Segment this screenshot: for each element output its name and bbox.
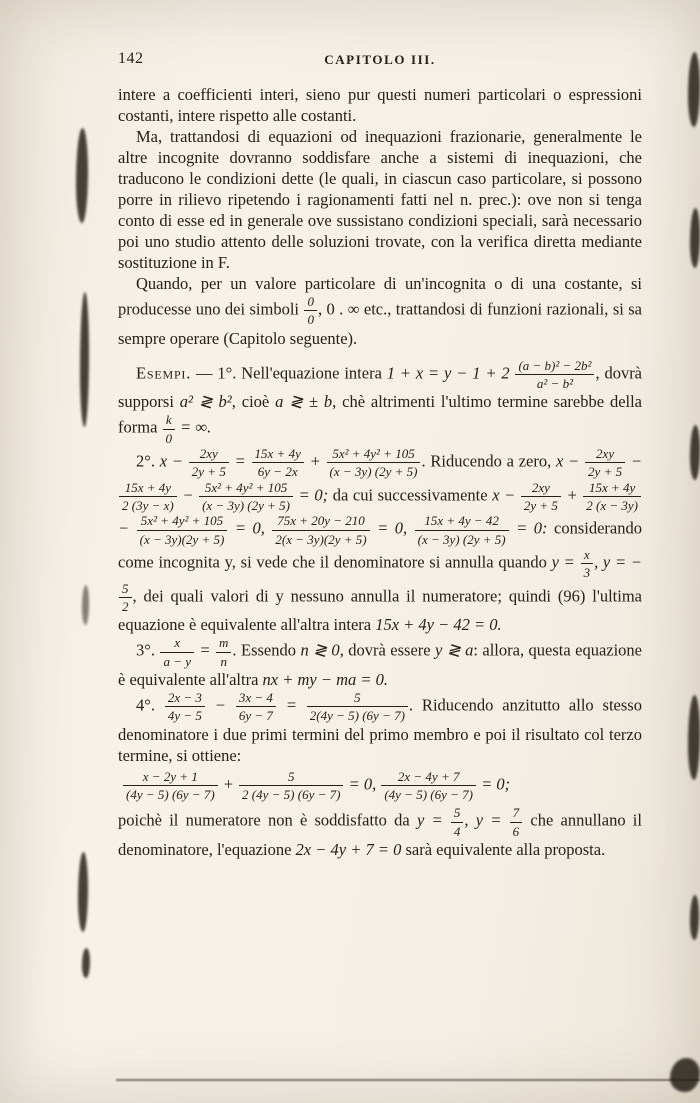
fraction	[414, 513, 510, 547]
denominator: 6	[512, 823, 520, 839]
math-run: 2x − 4y + 7 = 0	[295, 839, 402, 859]
fraction	[118, 581, 133, 615]
math-run: −	[177, 485, 199, 505]
fraction	[271, 513, 370, 547]
fraction	[450, 805, 465, 839]
math-run: = 0;	[477, 774, 511, 794]
scan-artifact	[688, 52, 700, 127]
denominator: (x − 3y) (2y + 5)	[202, 497, 290, 513]
math-run: −	[626, 451, 643, 471]
text-run: . Riducendo anzitutto allo stesso denominatore i due primi termini del primo membro e poi il risultato col terzo termine, si ottiene:	[118, 695, 642, 765]
math-run: nx + my − ma = 0.	[262, 669, 389, 689]
math-run: x −	[159, 451, 188, 471]
numerator: 2x − 3	[165, 690, 205, 707]
math-run: +	[561, 485, 583, 505]
fraction	[520, 480, 562, 514]
scan-artifact	[690, 425, 700, 480]
numerator: 2xy	[521, 480, 561, 497]
numerator: 0	[304, 294, 317, 311]
text-run: Quando, per un valore particolare di un'incognita o di una costante, si producesse uno dei simboli	[118, 274, 642, 319]
numerator: x	[160, 635, 194, 652]
fraction	[162, 412, 177, 446]
paragraph-continuation: intere a coefficienti interi, sieno pur questi numeri particolari o espressioni costanti, intere rispetto alle costanti.	[118, 85, 642, 125]
scan-artifact	[78, 852, 88, 932]
text-run: , chè altrimenti l'ultimo termine sarebbe della forma	[118, 392, 643, 437]
math-run: y =	[551, 552, 580, 572]
math-run: , y =	[464, 810, 509, 830]
math-run: =	[229, 451, 251, 471]
denominator: a² − b²	[536, 375, 573, 391]
fraction	[582, 480, 642, 514]
denominator: 2y + 5	[523, 497, 558, 513]
text-run: da cui successivamente	[328, 485, 493, 505]
denominator: (4y − 5) (6y − 7)	[126, 786, 215, 802]
chapter-title: CAPITOLO III.	[324, 52, 436, 67]
fraction	[326, 446, 422, 480]
scan-artifact	[76, 128, 88, 223]
math-run: = ∞.	[176, 417, 212, 437]
denominator: 2y + 5	[588, 464, 623, 480]
fraction	[118, 480, 178, 514]
page-header	[118, 50, 642, 72]
denominator: (4y − 5) (6y − 7)	[384, 786, 473, 802]
fraction	[251, 446, 305, 480]
paragraph: Ma, trattandosi di equazioni od inequazioni frazionarie, generalmente le altre incognite dovranno soddisfare anche a sistemi di inequazioni, che traducono le condizioni dette (le quali, in ciascun caso particolare, si possono porre in rilievo ripetendo i ragionamenti fatti nel n. prec.): ove non si tenga conto di esse ed in generale ove sussistano condizioni speciali, sarà necessario poi uno studio attento delle soluzioni trovate, con la verifica diretta mediante sostituzione in F.	[118, 127, 642, 272]
scan-artifact	[80, 292, 89, 427]
text-run: , dovrà supporsi	[118, 363, 643, 412]
denominator: 2 (x − 3y)	[586, 497, 638, 513]
math-run: = 0:	[509, 518, 548, 538]
numerator: x − 2y + 1	[123, 769, 218, 786]
scan-artifact	[690, 895, 699, 940]
denominator: 2y + 5	[191, 464, 226, 480]
math-run: x −	[492, 485, 520, 505]
numerator: 15x + 4y	[252, 446, 304, 463]
fraction	[509, 805, 524, 839]
numerator: x	[581, 547, 594, 564]
math-run: 1 + x = y − 1 + 2	[386, 363, 515, 383]
example-4-conclusion	[118, 805, 642, 860]
fraction	[215, 635, 232, 669]
text-run: considerando come incognita y, si vede che il denominatore si annulla quando	[118, 518, 642, 572]
scan-artifact	[82, 948, 90, 978]
numerator: 15x + 4y	[583, 480, 641, 497]
fraction	[164, 690, 206, 724]
math-run: a² ≷ b²	[179, 392, 232, 412]
fraction	[380, 769, 477, 803]
fraction	[122, 769, 219, 803]
text-run: 3°.	[136, 640, 160, 660]
text-run: . Riducendo a zero,	[421, 451, 557, 471]
fraction	[306, 690, 409, 724]
math-run: a ≷ ± b	[275, 392, 333, 412]
text-run: . Essendo	[232, 640, 301, 660]
scan-artifact	[688, 695, 700, 780]
text-run: sarà equivalente alla proposta.	[401, 839, 606, 859]
fraction	[580, 547, 595, 581]
scan-edge-line	[116, 1079, 700, 1081]
denominator: 4y − 5	[167, 708, 202, 724]
math-run: =	[194, 640, 216, 660]
example-4-display-equation	[122, 769, 642, 803]
text-run: che annullano il denominatore, l'equazione	[118, 810, 642, 859]
denominator: 0	[307, 312, 314, 328]
denominator: a − y	[163, 653, 191, 669]
numerator: 5	[307, 690, 408, 707]
text-run: poichè il numeratore non è soddisfatto da	[118, 810, 417, 830]
math-run: = 0,	[228, 518, 272, 538]
text-run: , cioè	[231, 392, 276, 412]
fraction	[198, 480, 294, 514]
denominator: 2 (3y − x)	[122, 497, 174, 513]
text-run: , dovrà essere	[339, 640, 436, 660]
denominator: (x − 3y) (2y + 5)	[329, 464, 418, 480]
math-run: =	[276, 695, 306, 715]
denominator: 6y − 7	[238, 708, 273, 724]
numerator: k	[163, 412, 176, 429]
text-run: , 0 . ∞ etc., trattandosi di funzioni razionali, si sa sempre operare (Capitolo seguente).	[118, 299, 642, 348]
numerator: 2xy	[189, 446, 229, 463]
math-run: +	[218, 774, 239, 794]
math-run: , y = −	[594, 552, 642, 572]
denominator: 4	[453, 823, 461, 839]
math-run: x −	[556, 451, 585, 471]
page-content	[118, 84, 642, 860]
example-3	[118, 635, 642, 690]
math-run: = 0,	[344, 774, 381, 794]
denominator: 0	[165, 430, 173, 446]
denominator: 2(4y − 5) (6y − 7)	[309, 708, 405, 724]
text-run: : allora, questa equazione è equivalente all'altra	[118, 640, 643, 689]
text-run: — 1°. Nell'equazione intera	[191, 363, 387, 383]
numerator: 5x² + 4y² + 105	[327, 446, 421, 463]
denominator: (x − 3y) (2y + 5)	[417, 531, 506, 547]
text-run: 2°.	[136, 451, 160, 471]
fraction	[303, 294, 318, 328]
text-run: 4°.	[136, 695, 164, 715]
denominator: 3	[583, 565, 591, 581]
numerator: m	[216, 635, 231, 652]
numerator: 15x + 4y	[119, 480, 177, 497]
numerator: 5x² + 4y² + 105	[199, 480, 293, 497]
numerator: 15x + 4y − 42	[415, 513, 509, 530]
fraction	[188, 446, 230, 480]
numerator: 2x − 4y + 7	[381, 769, 476, 786]
page-number: 142	[118, 50, 144, 67]
math-run: −	[118, 518, 136, 538]
fraction	[136, 513, 229, 547]
example-1	[118, 358, 642, 446]
scan-artifact	[82, 585, 89, 625]
example-2	[118, 446, 642, 635]
numerator: 75x + 20y − 210	[272, 513, 369, 530]
numerator: 3x − 4	[236, 690, 276, 707]
numerator: 5x² + 4y² + 105	[137, 513, 228, 530]
denominator: (x − 3y)(2y + 5)	[139, 531, 225, 547]
math-run: = 0,	[370, 518, 414, 538]
numerator: (a − b)² − 2b²	[515, 358, 594, 375]
numerator: 5	[119, 581, 132, 598]
numerator: 5	[239, 769, 343, 786]
math-run: +	[304, 451, 326, 471]
examples-label: Esempi.	[136, 363, 192, 383]
scan-artifact	[670, 1058, 700, 1092]
math-run: y ≷ a	[435, 640, 474, 660]
fraction	[159, 635, 195, 669]
numerator: 5	[451, 805, 464, 822]
math-run: n ≷ 0	[300, 640, 340, 660]
fraction	[514, 358, 595, 392]
math-run: 15x + 4y − 42 = 0.	[375, 615, 502, 635]
math-run: = 0;	[294, 485, 329, 505]
fraction	[235, 690, 277, 724]
text-run: , dei quali valori di y nessuno annulla il numeratore; quindi (96) l'ultima equazione è equivalente all'altra intera	[118, 586, 642, 635]
math-run: y =	[416, 810, 450, 830]
denominator: 2(x − 3y)(2y + 5)	[275, 531, 367, 547]
fraction	[238, 769, 344, 803]
fraction	[584, 446, 626, 480]
math-run: −	[205, 695, 235, 715]
numerator: 7	[510, 805, 523, 822]
example-4	[118, 690, 642, 766]
denominator: 2	[122, 598, 129, 614]
denominator: 6y − 2x	[257, 464, 298, 480]
denominator: 2 (4y − 5) (6y − 7)	[242, 786, 341, 802]
scan-artifact	[690, 208, 700, 268]
paragraph	[118, 273, 642, 349]
denominator: n	[220, 653, 227, 669]
numerator: 2xy	[585, 446, 625, 463]
